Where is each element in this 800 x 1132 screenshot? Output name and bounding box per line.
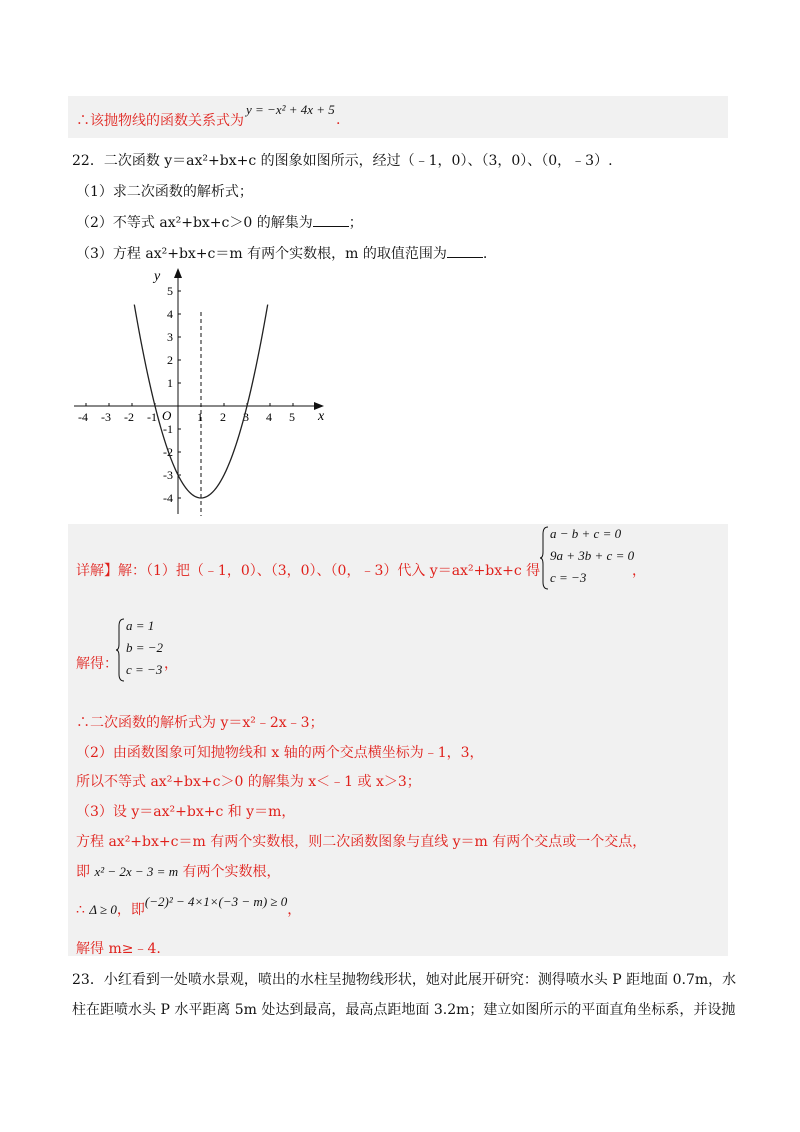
solution-line-8: 解得 m≥﹣4. (76, 941, 161, 957)
x-axis-label: x (318, 409, 325, 424)
y-axis-arrow (174, 268, 182, 278)
system-1-comma: ， (632, 563, 646, 579)
x-tick-label: -3 (101, 410, 111, 424)
y-tick-label: -3 (163, 468, 173, 482)
solution-line-7 (76, 894, 302, 919)
q23-line-2: 柱在距喷水头 P 水平距离 5m 处达到最高，最高点距地面 3.2m；建立如图所示的平面直角坐标系，并设抛 (72, 1002, 736, 1018)
origin-label: O (162, 408, 172, 423)
system-2-row: b = −2 (126, 640, 164, 655)
brace-icon (540, 526, 550, 590)
system-1-row: a − b + c = 0 (550, 526, 622, 541)
y-tick-label: 3 (167, 330, 173, 344)
answer-blank (447, 245, 483, 258)
y-axis-label: y (154, 269, 161, 284)
brace-icon (116, 618, 126, 682)
q23-line-1: 23．小红看到一处喷水景观，喷出的水柱呈抛物线形状，她对此展开研究：测得喷水头 P 距地面 0.7m，水 (72, 972, 737, 988)
solution-line-6 (76, 861, 281, 881)
system-2-row: c = −3 (126, 662, 163, 677)
y-tick-label: -2 (163, 445, 173, 459)
answer-blank (313, 214, 349, 227)
solution-line-2: （2）由函数图象可知抛物线和 x 轴的两个交点横坐标为﹣1，3， (76, 745, 484, 761)
q22-part1: （1）求二次函数的解析式； (76, 184, 253, 200)
system-1-row: 9a + 3b + c = 0 (550, 548, 635, 563)
answer-box-top (68, 96, 728, 138)
y-tick-label: -4 (163, 491, 173, 505)
solution-line-1: ∴二次函数的解析式为 y＝x²﹣2x﹣3； (76, 715, 324, 731)
y-tick-label: 5 (167, 284, 173, 298)
q22-stem: 22．二次函数 y＝ax²+bx+c 的图象如图所示，经过（﹣1，0）、（3，0）、（0，﹣3）. (72, 153, 613, 169)
solution-line-3: 所以不等式 ax²+bx+c＞0 的解集为 x＜﹣1 或 x＞3； (76, 774, 421, 790)
y-tick-label: 1 (167, 376, 173, 390)
delta-condition: Δ ≥ 0 (89, 902, 117, 917)
x-tick-label: 5 (289, 410, 295, 424)
system-1-row: c = −3 (550, 570, 587, 585)
x-tick-label: -2 (124, 410, 134, 424)
x-tick-label: 2 (220, 410, 226, 424)
x-tick-label: 4 (266, 410, 272, 424)
answer-conclusion (76, 110, 244, 130)
answer-period: . (336, 112, 341, 128)
solve-label: 解得： (76, 656, 118, 672)
solution-line-5: 方程 ax²+bx+c＝m 有两个实数根，则二次函数图象与直线 y＝m 有两个交点或一个交点， (76, 834, 647, 850)
q22-part2-end: ； (348, 215, 363, 231)
solution-line-4: （3）设 y＝ax²+bx+c 和 y＝m， (76, 804, 296, 820)
x-tick-label: -1 (147, 410, 157, 424)
system-2-row: a = 1 (126, 618, 155, 633)
solution-line-7-end: ， (287, 902, 302, 918)
q22-part2-text: （2）不等式 ax²+bx+c＞0 的解集为 (76, 215, 313, 231)
equation-system-1 (540, 526, 660, 590)
solution-line-6-formula: x² − 2x − 3 = m (94, 864, 179, 879)
answer-formula: y = −x² + 4x + 5 (246, 102, 335, 117)
parabola-graph (70, 266, 340, 518)
y-tick-label: 2 (167, 353, 173, 367)
y-tick-label: 4 (167, 307, 173, 321)
solution-line-6-pre: 即 (76, 864, 90, 880)
x-tick-label: 1 (197, 410, 203, 424)
solution-line-7-mid: ，即 (116, 902, 145, 918)
q22-part3 (76, 243, 487, 263)
discriminant-formula: (−2)² − 4×1×(−3 − m) ≥ 0 (144, 894, 288, 909)
q22-part3-text: （3）方程 ax²+bx+c＝m 有两个实数根，m 的取值范围为 (76, 246, 447, 262)
q22-part3-end: . (482, 246, 488, 262)
x-tick-label: 3 (243, 410, 249, 424)
y-tick-label: -1 (163, 422, 173, 436)
solution-line-6-post: 有两个实数根， (182, 864, 281, 880)
therefore-symbol: ∴ (76, 902, 85, 918)
system-2-comma: ， (164, 656, 178, 672)
x-tick-label: -4 (78, 410, 88, 424)
solution-intro: 详解】解：（1）把（﹣1，0）、（3，0）、（0，﹣3）代入 y＝ax²+bx+c 得 (76, 563, 541, 579)
q22-part2 (76, 212, 363, 232)
answer-text: ∴该抛物线的函数关系式为 (76, 113, 244, 129)
